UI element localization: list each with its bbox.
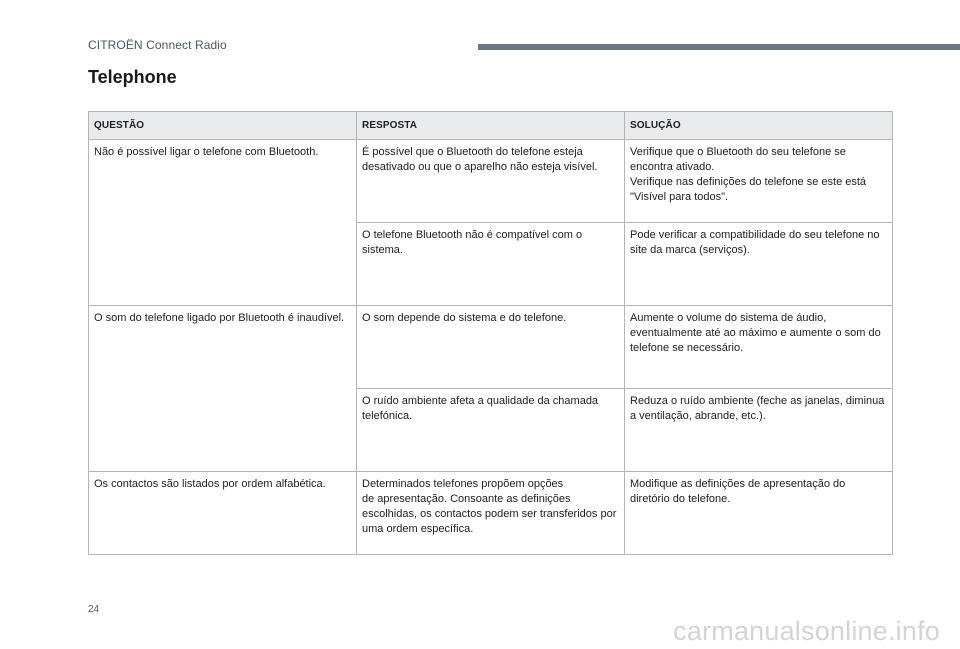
header-bar	[478, 44, 960, 50]
solution-cell: Reduza o ruído ambiente (feche as janelas, diminua a ventilação, abrande, etc.).	[625, 389, 893, 472]
table-row	[89, 306, 893, 389]
solution-cell: Pode verificar a compatibilidade do seu telefone no site da marca (serviços).	[625, 223, 893, 306]
column-header-question: QUESTÃO	[89, 112, 357, 140]
solution-cell: Verifique que o Bluetooth do seu telefone se encontra ativado. Verifique nas definições do telefone se este está "Visível para todos".	[625, 140, 893, 223]
solution-cell: Aumente o volume do sistema de áudio, eventualmente até ao máximo e aumente o som do telefone se necessário.	[625, 306, 893, 389]
column-header-solution: SOLUÇÃO	[625, 112, 893, 140]
page-title: Telephone	[88, 67, 177, 87]
answer-cell: O som depende do sistema e do telefone.	[357, 306, 625, 389]
page-number: 24	[88, 604, 100, 615]
table-row	[89, 472, 893, 555]
header-brand-title: CITROËN Connect Radio	[88, 38, 227, 52]
faq-table	[88, 111, 893, 555]
table-header-row	[89, 112, 893, 140]
question-cell: O som do telefone ligado por Bluetooth é inaudível.	[89, 306, 357, 472]
column-header-answer: RESPOSTA	[357, 112, 625, 140]
answer-cell: É possível que o Bluetooth do telefone esteja desativado ou que o aparelho não esteja visível.	[357, 140, 625, 223]
answer-cell: O ruído ambiente afeta a qualidade da chamada telefónica.	[357, 389, 625, 472]
answer-cell: O telefone Bluetooth não é compatível com o sistema.	[357, 223, 625, 306]
answer-cell: Determinados telefones propõem opções de apresentação. Consoante as definições escolhidas, os contactos podem ser transferidos por uma ordem específica.	[357, 472, 625, 555]
question-cell: Não é possível ligar o telefone com Bluetooth.	[89, 140, 357, 306]
table-row	[89, 140, 893, 223]
watermark: carmanualsonline.info	[673, 616, 940, 646]
question-cell: Os contactos são listados por ordem alfabética.	[89, 472, 357, 555]
solution-cell: Modifique as definições de apresentação do diretório do telefone.	[625, 472, 893, 555]
